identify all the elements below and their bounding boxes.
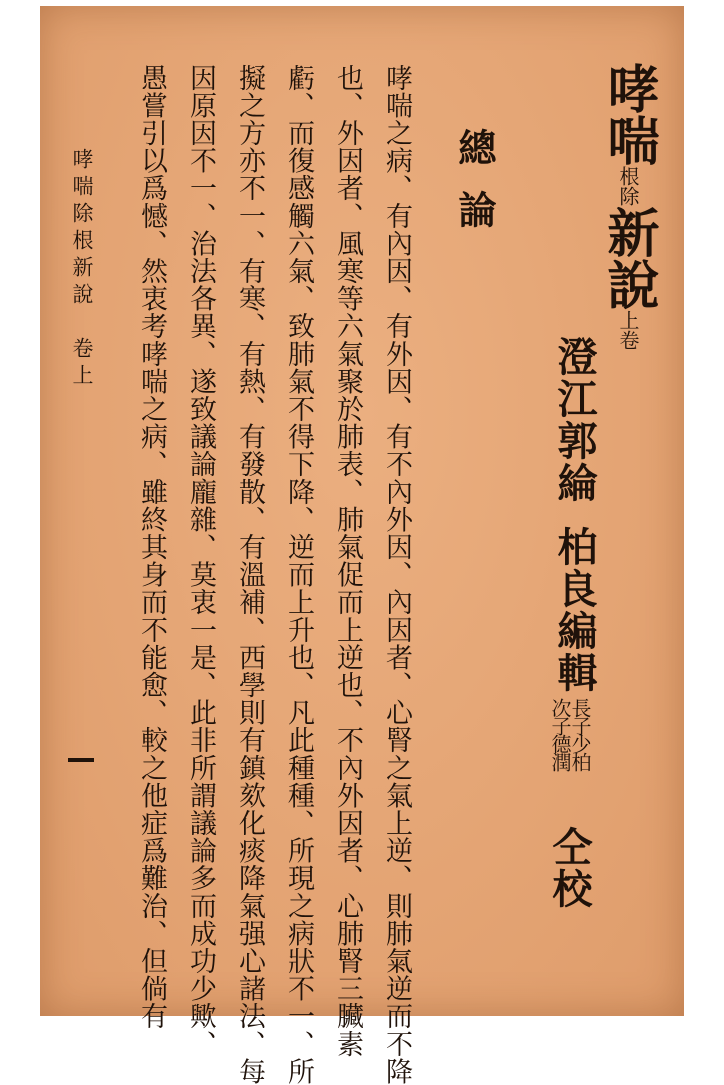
- book-page: [40, 6, 684, 1085]
- author-column: [552, 336, 596, 694]
- title-small-annotation: 根除: [616, 166, 640, 206]
- book-title: [598, 62, 658, 350]
- title-part1: 哮喘: [598, 62, 659, 166]
- running-title: 哮喘除根新說 卷上: [70, 148, 94, 391]
- collator-line-1: 長子少柏: [568, 698, 592, 770]
- collate-label: 仝校: [546, 826, 593, 910]
- page-number: [68, 758, 94, 762]
- editor-credit: 柏良編輯: [551, 526, 598, 694]
- body-column: 虧、而復感觸六氣、致肺氣不得下降、逆而上升也、凡此種種、所現之病狀不一、所: [283, 64, 314, 1085]
- body-column: 愚嘗引以爲憾、然衷考哮喘之病、雖終其身而不能愈、較之他症爲難治、但倘有: [136, 64, 167, 1030]
- volume-label: 上卷: [616, 310, 640, 350]
- author-name: 澄江郭綸: [551, 336, 598, 504]
- section-heading: 總論: [452, 128, 497, 252]
- page-number-text: [40, 6, 41, 7]
- body-column: 也、外因者、風寒等六氣聚於肺表、肺氣促而上逆也、不內外因者、心肺腎三臟素: [332, 64, 363, 1058]
- title-part2: 新說: [598, 206, 659, 310]
- body-column: 因原因不一、治法各異、遂致議論龐雜、莫衷一是、此非所謂議論多而成功少歟、: [185, 64, 216, 1058]
- collator-line-2: 次子德潤: [548, 698, 572, 770]
- body-column: 哮喘之病、有內因、有外因、有不內外因、內因者、心腎之氣上逆、則肺氣逆而不降: [381, 64, 412, 1085]
- collators: [550, 698, 590, 770]
- body-column: 擬之方亦不一、有寒、有熱、有發散、有溫補、西學則有鎮欬化痰降氣强心諸法、每: [234, 64, 265, 1085]
